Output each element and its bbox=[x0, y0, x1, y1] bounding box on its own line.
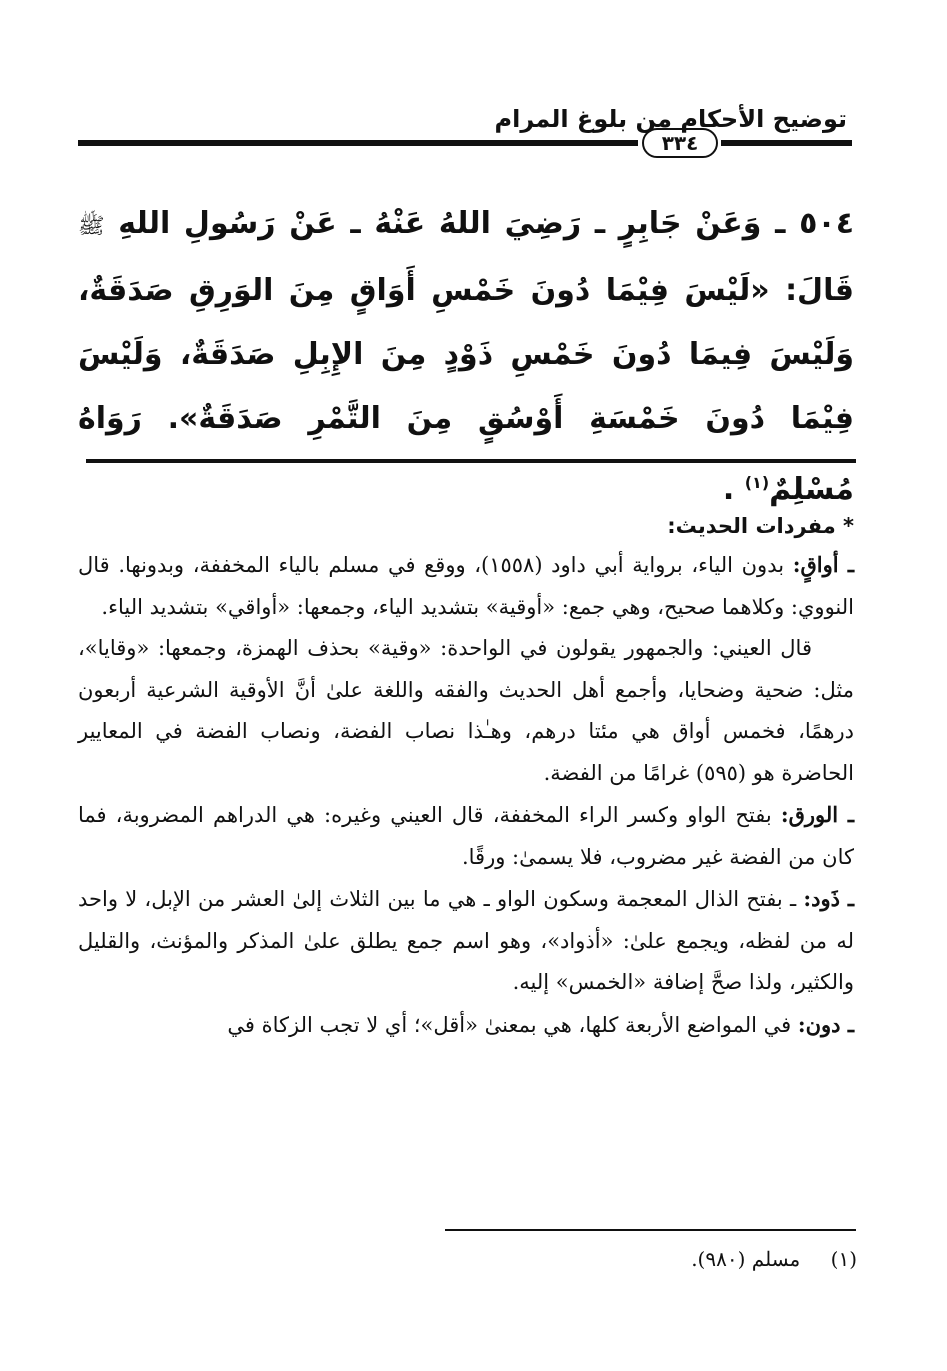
vocab-text: قال العيني: والجمهور يقولون في الواحدة: «وقية» بحذف الهمزة، وجمعها: «وقايا»، مثل: ضحية وضحايا، وأجمع أهل الحديث والفقه واللغة علىٰ أنَّ الأوقية الشرعية أربعون درهمًا، فخمس أواق هي مئتا درهم، وهـٰذا نصاب الفضة، ونصاب الفضة في المعايير الحاضرة هو (٥٩٥) غرامًا من الفضة. bbox=[78, 636, 854, 785]
hadith-qala: قَالَ: bbox=[785, 273, 854, 308]
running-title: توضيح الأحكام من بلوغ المرام bbox=[494, 105, 847, 133]
vocab-term: ـ الورق: bbox=[780, 802, 854, 827]
footnote-rule bbox=[445, 1229, 856, 1231]
vocab-term: ـ أواقٍ: bbox=[792, 552, 854, 577]
hadith-text: «لَيْسَ فِيْمَا دُونَ خَمْسِ أَوَاقٍ مِنَ الوَرِقِ صَدَقَةٌ، وَلَيْسَ فِيمَا دُونَ خَمْسِ ذَوْدٍ مِنَ الإِبِلِ صَدَقَةٌ، وَلَيْسَ فِيْمَا دُونَ خَمْسَةِ أَوْسُقٍ مِنَ التَّمْرِ صَدَقَةٌ». رَوَاهُ مُسْلِمٌ bbox=[78, 273, 854, 507]
hadith-end: . bbox=[722, 472, 735, 507]
page-number: ٣٣٤ bbox=[642, 128, 718, 158]
vocabulary-section bbox=[78, 508, 854, 1046]
vocab-text: بدون الياء، برواية أبي داود (١٥٥٨)، ووقع في مسلم بالياء المخففة، وبدونها. قال النووي: وكلاهما صحيح، وهي جمع: «أوقية» بتشديد الياء، وجمعها: «أواقي» بتشديد الياء. bbox=[78, 553, 854, 619]
hadith-block bbox=[78, 192, 854, 522]
vocab-entry-wariq bbox=[78, 794, 854, 878]
vocab-entry-awaq bbox=[78, 544, 854, 628]
salutation-mark: ﷺ bbox=[78, 214, 105, 239]
header-rule-left bbox=[78, 140, 638, 146]
hadith-number-dash: ـ bbox=[775, 206, 786, 241]
footnote-number: (١) bbox=[830, 1247, 857, 1271]
footnote-ref: (١) bbox=[744, 473, 770, 492]
vocab-text: بفتح الواو وكسر الراء المخففة، قال العيني وغيره: هي الدراهم المضروبة، فما كان من الفضة غير مضروب، فلا يسمىٰ: ورقًا. bbox=[78, 803, 854, 869]
vocab-text: في المواضع الأربعة كلها، هي بمعنىٰ «أقل»؛ أي لا تجب الزكاة في bbox=[227, 1012, 792, 1037]
vocab-entry-dhawd bbox=[78, 878, 854, 1004]
hadith-number: ٥٠٤ bbox=[799, 206, 855, 241]
section-divider bbox=[86, 459, 856, 463]
vocab-text: ـ بفتح الذال المعجمة وسكون الواو ـ هي ما بين الثلاث إلىٰ العشر من الإبل، لا واحد له من لفظه، ويجمع علىٰ: «أذواد»، وهو اسم جمع يطلق علىٰ المذكر والمؤنث، والقليل والكثير، ولذا صحَّ إضافة «الخمس» إليه. bbox=[78, 887, 854, 994]
vocabulary-heading: * مفردات الحديث: bbox=[667, 514, 854, 538]
footnote bbox=[691, 1246, 857, 1272]
footnote-text: مسلم (٩٨٠). bbox=[691, 1247, 801, 1271]
header-rule-right bbox=[721, 140, 852, 146]
vocab-entry-aini bbox=[78, 628, 854, 794]
vocab-term: ـ ذَود: bbox=[803, 886, 854, 911]
hadith-intro: وَعَنْ جَابِرٍ ـ رَضِيَ اللهُ عَنْهُ ـ عَنْ رَسُولِ اللهِ bbox=[118, 206, 762, 241]
vocab-entry-doon bbox=[78, 1004, 854, 1047]
vocab-term: ـ دون: bbox=[797, 1011, 854, 1037]
